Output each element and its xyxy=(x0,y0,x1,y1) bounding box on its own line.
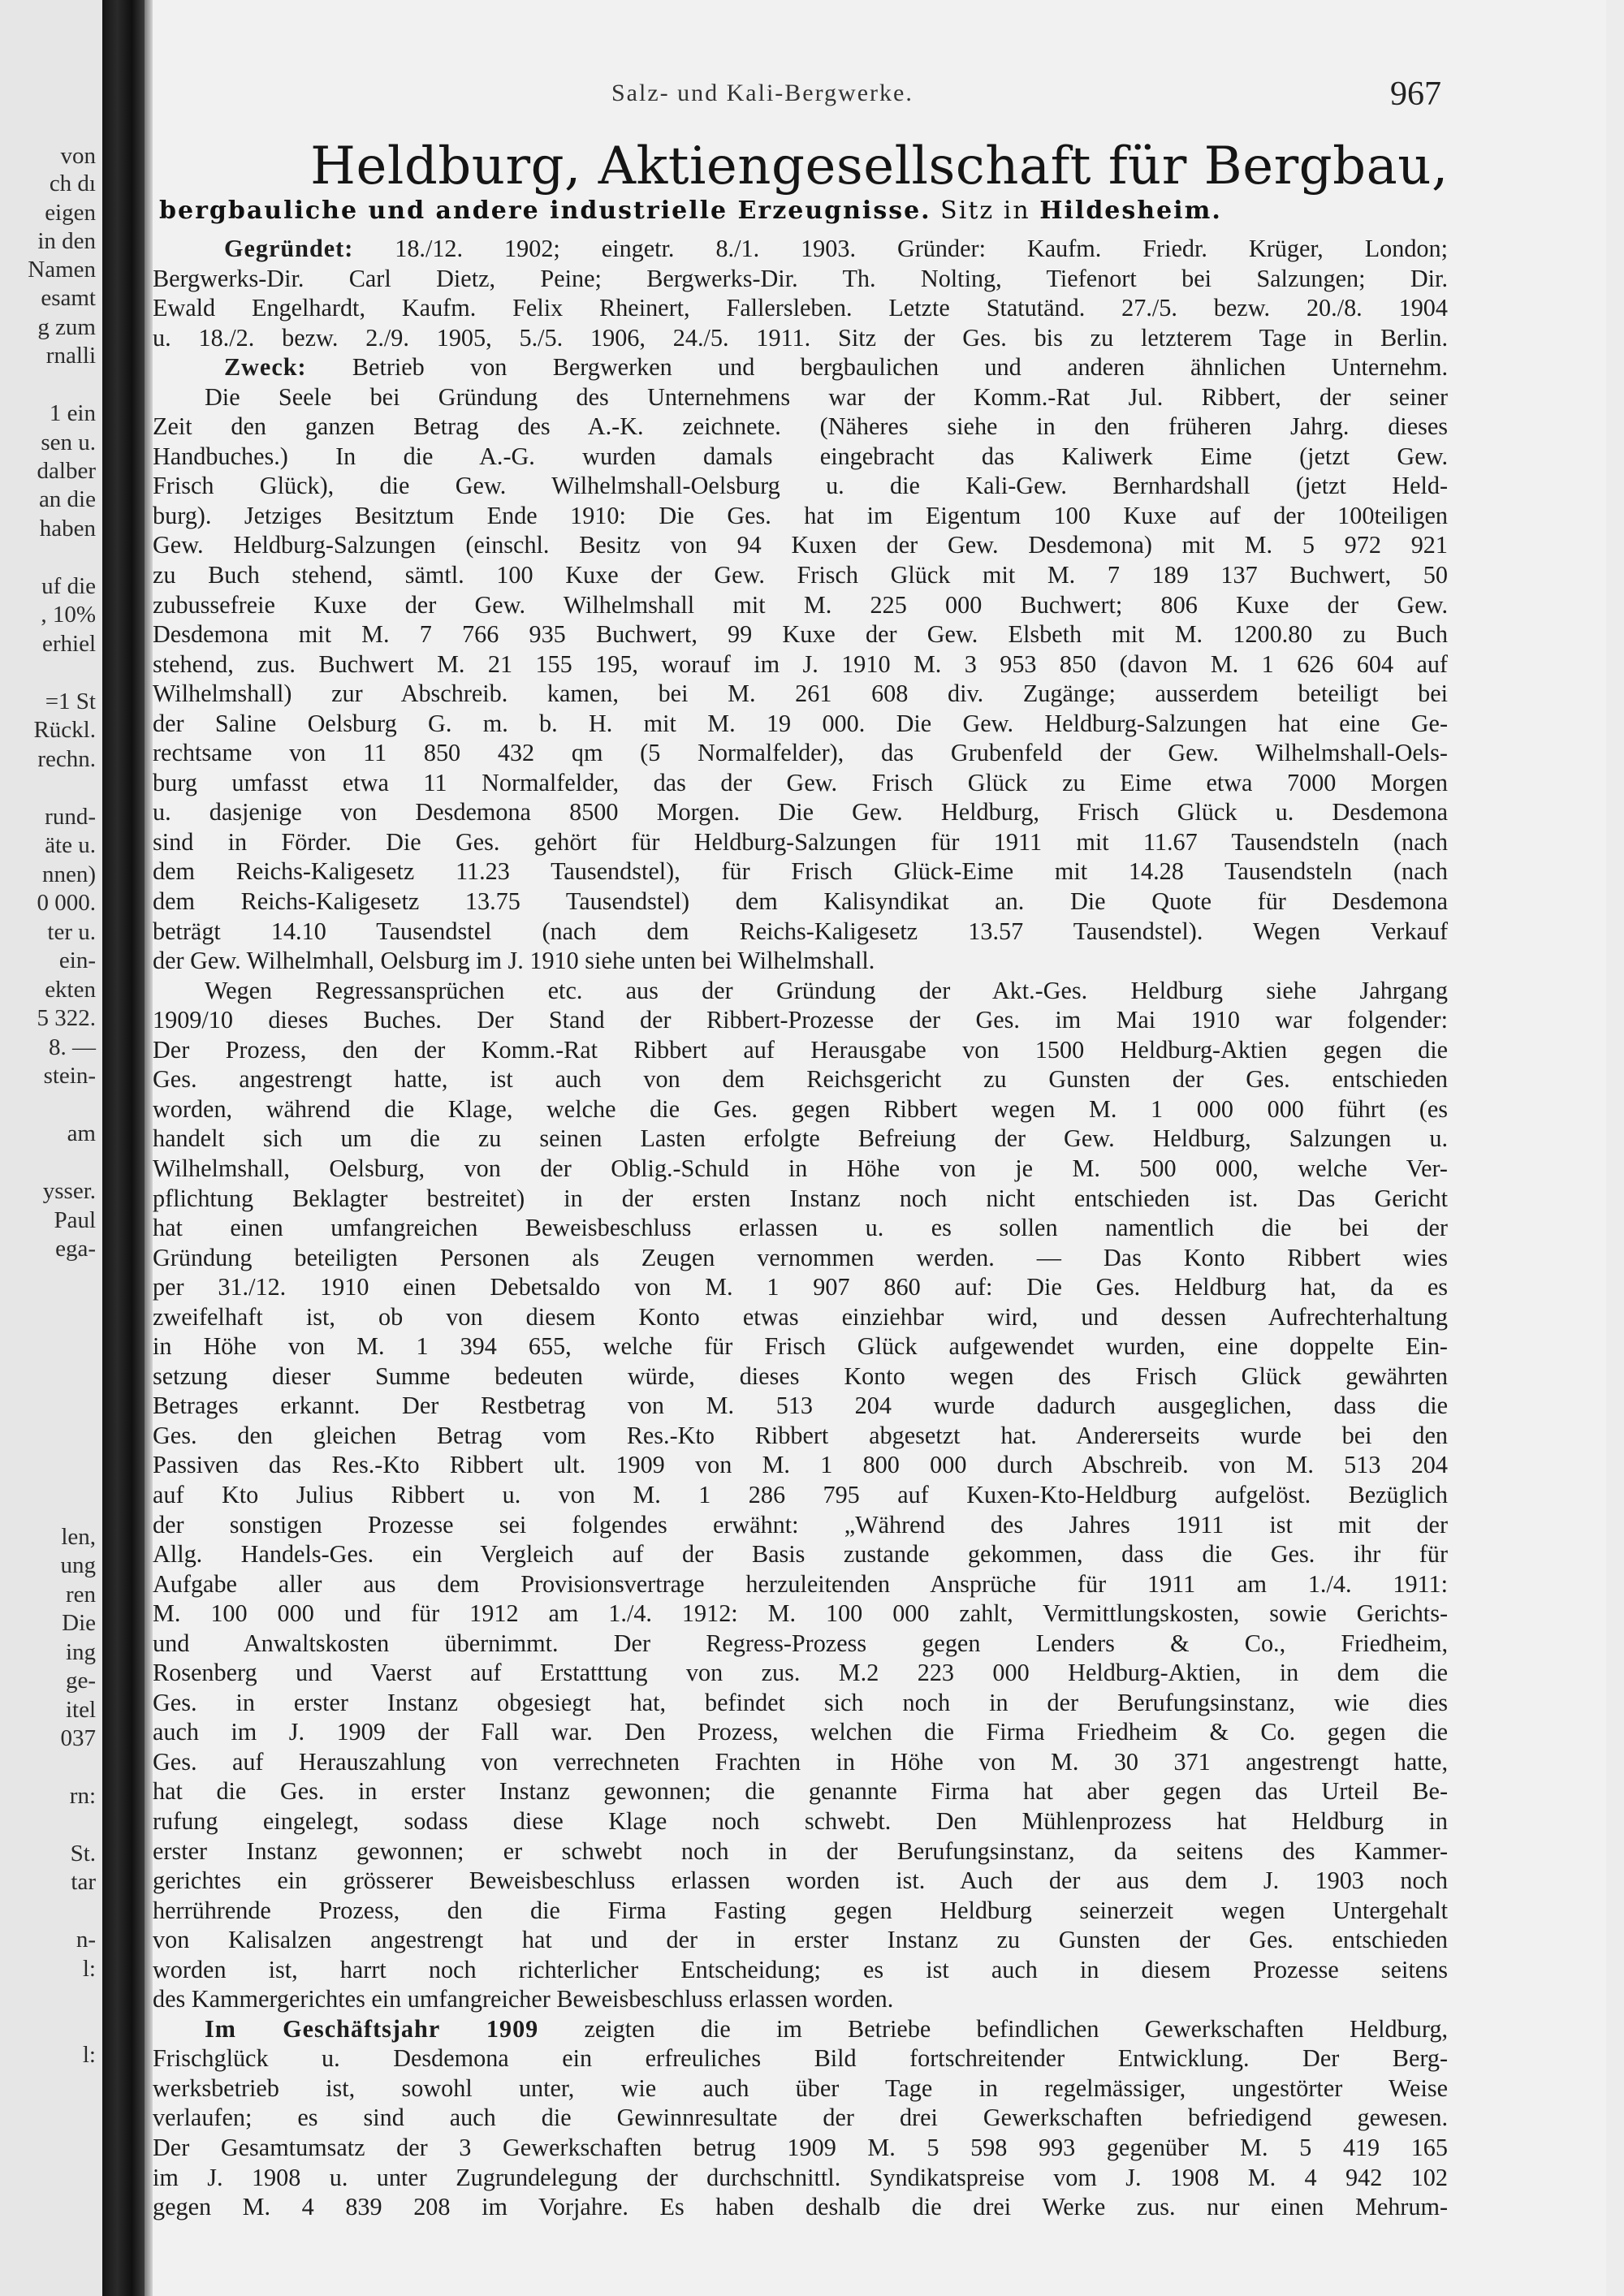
line-text: in Höhe von M. 1 394 655, welche für Frisch Glück aufgewendet wurden, eine doppelte Ein- xyxy=(153,1332,1448,1361)
text-line xyxy=(153,2103,1448,2133)
line-text: Die Seele bei Gründung des Unternehmens war der Komm.-Rat Jul. Ribbert, der seiner xyxy=(205,382,1448,411)
left-page-fragment: ein- xyxy=(58,947,96,973)
left-page-fragment: uf die xyxy=(41,573,96,599)
line-text: zu Buch stehend, sämtl. 100 Kuxe der Gew. Frisch Glück mit M. 7 189 137 Buchwert, 50 xyxy=(153,561,1448,589)
left-page-fragment: Paul xyxy=(54,1207,96,1233)
line-text: gerichtes ein grösserer Beweisbeschluss erlassen worden ist. Auch der aus dem J. 1903 noch xyxy=(153,1867,1448,1895)
line-text: Ges. den gleichen Betrag vom Res.-Kto Ribbert abgesetzt hat. Andererseits wurde bei den xyxy=(153,1421,1448,1449)
left-page-fragment: g zum xyxy=(37,314,96,340)
page-number: 967 xyxy=(1390,76,1441,113)
line-text: Gründung beteiligten Personen als Zeugen vernommen werden. — Das Konto Ribbert wies xyxy=(153,1243,1448,1271)
text-line xyxy=(153,1984,1448,2014)
text-line xyxy=(153,709,1448,739)
text-line xyxy=(153,1124,1448,1154)
line-text: Ges. auf Herauszahlung von verrechneten Frachten in Höhe von M. 30 371 angestrengt hatte, xyxy=(153,1747,1448,1776)
text-line xyxy=(153,1302,1448,1332)
line-text: Wegen Regressansprüchen etc. aus der Gründung der Akt.-Ges. Heldburg siehe Jahrgang xyxy=(205,976,1448,1004)
left-page-fragment: , 10% xyxy=(41,602,96,628)
text-line xyxy=(153,1510,1448,1540)
text-line xyxy=(153,1599,1448,1629)
left-page-fragment: 8. — xyxy=(49,1034,96,1060)
line-text: und Anwaltskosten übernimmt. Der Regress-Prozess gegen Lenders & Co., Friedheim, xyxy=(153,1629,1448,1657)
line-text: des Kammergerichtes ein umfangreicher Beweisbeschluss erlassen worden. xyxy=(153,1985,894,2013)
section-label: Zweck: xyxy=(224,353,307,382)
left-page-fragment: tar xyxy=(71,1869,96,1895)
line-text: auch im J. 1909 der Fall war. Den Prozess, welchen die Firma Friedheim & Co. gegen die xyxy=(153,1718,1448,1746)
line-text: handelt sich um die zu seinen Lasten erfolgte Befreiung der Gew. Heldburg, Salzungen u. xyxy=(153,1124,1448,1153)
text-line xyxy=(153,1213,1448,1243)
text-line xyxy=(153,352,1448,382)
text-line xyxy=(153,2192,1448,2222)
text-line xyxy=(153,2014,1448,2044)
text-line xyxy=(153,1955,1448,1985)
line-text: werksbetrieb ist, sowohl unter, wie auch über Tage in regelmässiger, ungestörter Weise xyxy=(153,2074,1448,2102)
line-text: rufung eingelegt, sodass diese Klage noch schwebt. Den Mühlenprozess hat Heldburg in xyxy=(153,1806,1448,1835)
text-line xyxy=(153,1331,1448,1362)
line-text: der sonstigen Prozesse sei folgendes erwähnt: „Während des Jahres 1911 ist mit der xyxy=(153,1510,1448,1539)
line-text: Ges. in erster Instanz obgesiegt hat, befindet sich noch in der Berufungsinstanz, wie dies xyxy=(153,1688,1448,1716)
left-page-fragment: dalber xyxy=(37,458,96,484)
text-line xyxy=(153,382,1448,412)
line-text: Gew. Heldburg-Salzungen (einschl. Besitz von 94 Kuxen der Gew. Desdemona) mit M. 5 972 921 xyxy=(153,531,1448,559)
line-text: Wilhelmshall) zur Abschreib. kamen, bei M. 261 608 div. Zugänge; ausserdem beteiligt bei xyxy=(153,680,1448,708)
left-page-fragment: ge- xyxy=(65,1668,96,1694)
left-page-fragment: ing xyxy=(65,1639,96,1665)
line-text: Handbuches.) In die A.-G. wurden damals eingebracht das Kaliwerk Eime (jetzt Gew. xyxy=(153,442,1448,470)
left-page-fragment: itel xyxy=(65,1697,96,1723)
left-page-fragment: haben xyxy=(39,516,96,542)
text-line xyxy=(153,501,1448,531)
line-text: u. 18./2. bezw. 2./9. 1905, 5./5. 1906, 24./5. 1911. Sitz der Ges. bis zu letzterem Tage in Berlin. xyxy=(153,323,1448,352)
left-page-fragment: =1 St xyxy=(45,688,96,714)
left-page-fragment: len, xyxy=(61,1524,96,1550)
text-line xyxy=(153,1272,1448,1302)
line-text: Ewald Engelhardt, Kaufm. Felix Rheinert, Fallersleben. Letzte Statutänd. 27./5. bezw. 20./8. 1904 xyxy=(153,294,1448,322)
document-page xyxy=(153,0,1606,2296)
text-line xyxy=(153,1094,1448,1124)
line-text: zubussefreie Kuxe der Gew. Wilhelmshall mit M. 225 000 Buchwert; 806 Kuxe der Gew. xyxy=(153,590,1448,619)
text-line xyxy=(153,1896,1448,1926)
left-page-fragment: 0 000. xyxy=(37,890,96,916)
section-label: Im Geschäftsjahr 1909 xyxy=(205,2014,539,2043)
running-head: Salz- und Kali-Bergwerke. xyxy=(611,80,914,106)
line-text: Frisch Glück), die Gew. Wilhelmshall-Oelsburg u. die Kali-Gew. Bernhardshall (jetzt Held- xyxy=(153,472,1448,500)
text-line xyxy=(153,1362,1448,1392)
subtitle-city: Hildesheim. xyxy=(1039,196,1222,225)
company-subtitle xyxy=(159,196,1458,225)
company-title: Heldburg, Aktiengesellschaft für Bergbau, xyxy=(310,136,1449,196)
text-line xyxy=(153,1480,1448,1510)
left-page-fragment: ekten xyxy=(45,977,96,1003)
left-page-fragment: ysser. xyxy=(42,1178,96,1204)
left-page-fragment: am xyxy=(67,1120,96,1146)
line-text: von Kalisalzen angestrengt hat und der in erster Instanz zu Gunsten der Ges. entschieden xyxy=(153,1926,1448,1954)
left-page-fragment: rechn. xyxy=(37,746,96,772)
left-page-fragment: rnalli xyxy=(45,343,96,369)
line-text: hat die Ges. in erster Instanz gewonnen; die genannte Firma hat aber gegen das Urteil Be- xyxy=(153,1777,1448,1806)
left-page-fragment: ter u. xyxy=(47,919,96,945)
previous-page-margin xyxy=(0,0,102,2296)
line-text: burg). Jetziges Besitztum Ende 1910: Die Ges. hat im Eigentum 100 Kuxe auf der 100teiligen xyxy=(153,501,1448,529)
text-line xyxy=(153,264,1448,294)
text-line xyxy=(153,1064,1448,1094)
line-text: stehend, zus. Buchwert M. 21 155 195, worauf im J. 1910 M. 3 953 850 (davon M. 1 626 604 auf xyxy=(153,650,1448,678)
line-text: gegen M. 4 839 208 im Vorjahre. Es haben deshalb die drei Werke zus. nur einen Mehrum- xyxy=(153,2193,1448,2221)
text-line xyxy=(153,887,1448,917)
left-page-fragment: an die xyxy=(38,486,96,512)
text-line xyxy=(153,590,1448,620)
line-text: worden ist, harrt noch richterlicher Entscheidung; es ist auch in diesem Prozesse seitens xyxy=(153,1955,1448,1983)
text-line xyxy=(153,797,1448,827)
text-line xyxy=(153,442,1448,472)
text-line xyxy=(153,1658,1448,1688)
text-line xyxy=(153,323,1448,353)
text-line xyxy=(153,650,1448,680)
line-text: im J. 1908 u. unter Zugrundelegung der durchschnittl. Syndikatspreise vom J. 1908 M. 4 942 102 xyxy=(153,2163,1448,2191)
section-label: Gegründet: xyxy=(224,235,354,262)
text-line xyxy=(153,679,1448,709)
line-text: Zeit den ganzen Betrag des A.-K. zeichnete. (Näheres siehe in den früheren Jahrg. dieses xyxy=(153,412,1448,441)
line-text: u. dasjenige von Desdemona 8500 Morgen. Die Gew. Heldburg, Frisch Glück u. Desdemona xyxy=(153,798,1448,826)
left-page-fragment: sen u. xyxy=(41,429,96,455)
line-text: der Gew. Wilhelmhall, Oelsburg im J. 1910 siehe unten bei Wilhelmshall. xyxy=(153,947,875,975)
line-text: worden, während die Klage, welche die Ges. gegen Ribbert wegen M. 1 000 000 führt (es xyxy=(153,1094,1448,1123)
left-page-fragment: stein- xyxy=(43,1063,96,1089)
left-page-fragment: Die xyxy=(62,1610,96,1636)
left-page-fragment: l: xyxy=(82,1956,96,1982)
text-line xyxy=(153,1005,1448,1035)
line-text: M. 100 000 und für 1912 am 1./4. 1912: M. 100 000 zahlt, Vermittlungskosten, sowie Gerichts- xyxy=(153,1599,1448,1628)
left-page-fragment: Rückl. xyxy=(33,717,96,743)
text-line xyxy=(153,1925,1448,1955)
text-line xyxy=(153,768,1448,798)
left-page-fragment: äte u. xyxy=(45,832,96,858)
line-text: Bergwerks-Dir. Carl Dietz, Peine; Bergwerks-Dir. Th. Nolting, Tiefenort bei Salzungen; Dir. xyxy=(153,264,1448,292)
line-text: Betrages erkannt. Der Restbetrag von M. 513 204 wurde dadurch ausgeglichen, dass die xyxy=(153,1392,1448,1420)
left-page-fragment: ch dı xyxy=(49,170,96,196)
text-line xyxy=(153,1421,1448,1451)
left-page-fragment: St. xyxy=(70,1841,96,1867)
text-line xyxy=(153,1836,1448,1867)
line-text: hat einen umfangreichen Beweisbeschluss erlassen u. es sollen namentlich die bei der xyxy=(153,1214,1448,1242)
text-line xyxy=(153,234,1448,264)
line-text: Der Prozess, den der Komm.-Rat Ribbert auf Herausgabe von 1500 Heldburg-Aktien gegen die xyxy=(153,1035,1448,1064)
left-page-fragment: nnen) xyxy=(41,861,96,887)
text-line xyxy=(153,738,1448,768)
text-line xyxy=(153,1391,1448,1421)
line-text: dem Reichs-Kaligesetz 11.23 Tausendstel), für Frisch Glück-Eime mit 14.28 Tausendsteln (nach xyxy=(153,857,1448,886)
line-text: Betrieb von Bergwerken und bergbaulichen und anderen ähnlichen Unternehm. xyxy=(306,353,1448,382)
text-line xyxy=(153,857,1448,887)
text-line xyxy=(153,1035,1448,1065)
left-page-fragment: Namen xyxy=(28,257,96,283)
left-page-fragment: erhiel xyxy=(41,631,96,657)
line-text: rechtsame von 11 850 432 qm (5 Normalfelder), das Grubenfeld der Gew. Wilhelmshall-Oels- xyxy=(153,739,1448,767)
text-line xyxy=(153,1717,1448,1747)
text-line xyxy=(153,946,1448,976)
left-page-fragment: n- xyxy=(76,1927,96,1953)
left-page-fragment: rund- xyxy=(45,804,96,830)
left-page-fragment: esamt xyxy=(41,285,96,311)
article-body xyxy=(153,234,1448,2222)
text-line xyxy=(153,1806,1448,1836)
line-text: burg umfasst etwa 11 Normalfelder, das der Gew. Frisch Glück zu Eime etwa 7000 Morgen xyxy=(153,768,1448,796)
line-text: Der Gesamtumsatz der 3 Gewerkschaften betrug 1909 M. 5 598 993 gegenüber M. 5 419 165 xyxy=(153,2134,1448,2161)
line-text: setzung dieser Summe bedeuten würde, dieses Konto wegen des Frisch Glück gewährten xyxy=(153,1362,1448,1390)
left-page-fragment: in den xyxy=(37,228,96,254)
left-page-fragment: rn: xyxy=(69,1783,96,1809)
text-line xyxy=(153,827,1448,857)
line-text: zeigten die im Betriebe befindlichen Gewerkschaften Heldburg, xyxy=(538,2014,1448,2043)
line-text: dem Reichs-Kaligesetz 13.75 Tausendstel) dem Kalisyndikat an. Die Quote für Desdemona xyxy=(153,887,1448,916)
line-text: Rosenberg und Vaerst auf Erstatttung von zus. M.2 223 000 Heldburg-Aktien, in dem die xyxy=(153,1659,1448,1687)
left-page-fragment: l: xyxy=(82,2042,96,2068)
text-line xyxy=(153,2044,1448,2074)
text-line xyxy=(153,1688,1448,1718)
line-text: pflichtung Beklagter bestreitet) in der ersten Instanz noch nicht entschieden ist. Das Gericht xyxy=(153,1184,1448,1212)
text-line xyxy=(153,1569,1448,1599)
text-line xyxy=(153,530,1448,560)
line-text: erster Instanz gewonnen; er schwebt noch in der Berufungsinstanz, da seitens des Kammer- xyxy=(153,1836,1448,1865)
text-line xyxy=(153,1747,1448,1777)
left-page-fragment: 1 ein xyxy=(49,400,96,426)
left-page-fragment: 037 xyxy=(60,1725,96,1751)
text-line xyxy=(153,1866,1448,1896)
line-text: sind in Förder. Die Ges. gehört für Heldburg-Salzungen für 1911 mit 11.67 Tausendsteln (nach xyxy=(153,827,1448,856)
line-text: Passiven das Res.-Kto Ribbert ult. 1909 von M. 1 800 000 durch Abschreib. von M. 513 204 xyxy=(153,1451,1448,1479)
text-line xyxy=(153,1243,1448,1273)
line-text: per 31./12. 1910 einen Debetsaldo von M. 1 907 860 auf: Die Ges. Heldburg hat, da es xyxy=(153,1273,1448,1301)
line-text: herrührende Prozess, den die Firma Fasting gegen Heldburg seinerzeit wegen Untergehalt xyxy=(153,1896,1448,1924)
line-text: Aufgabe aller aus dem Provisionsvertrage herzuleitenden Ansprüche für 1911 am 1./4. 1911: xyxy=(153,1569,1448,1598)
text-line xyxy=(153,2074,1448,2104)
subtitle-seat-label: Sitz in xyxy=(931,196,1040,225)
text-line xyxy=(153,1629,1448,1659)
text-line xyxy=(153,1776,1448,1806)
text-line xyxy=(153,619,1448,650)
line-text: Allg. Handels-Ges. ein Vergleich auf der Basis zustande gekommen, dass die Ges. ihr für xyxy=(153,1540,1448,1569)
line-text: der Saline Oelsburg G. m. b. H. mit M. 19 000. Die Gew. Heldburg-Salzungen hat eine Ge- xyxy=(153,709,1448,737)
line-text: 1909/10 dieses Buches. Der Stand der Ribbert-Prozesse der Ges. im Mai 1910 war folgender: xyxy=(153,1006,1448,1034)
book-binding-gutter xyxy=(102,0,145,2296)
line-text: Frischglück u. Desdemona ein erfreuliches Bild fortschreitender Entwicklung. Der Berg- xyxy=(153,2044,1448,2073)
text-line xyxy=(153,1539,1448,1569)
left-page-fragment: ega- xyxy=(55,1236,96,1262)
text-line xyxy=(153,917,1448,947)
text-line xyxy=(153,412,1448,442)
text-line xyxy=(153,1450,1448,1480)
line-text: 18./12. 1902; eingetr. 8./1. 1903. Gründer: Kaufm. Friedr. Krüger, London; xyxy=(353,235,1448,262)
line-text: Ges. angestrengt hatte, ist auch von dem Reichsgericht zu Gunsten der Ges. entschieden xyxy=(153,1065,1448,1094)
text-line xyxy=(153,560,1448,590)
line-text: beträgt 14.10 Tausendstel (nach dem Reichs-Kaligesetz 13.57 Tausendstel). Wegen Verkauf xyxy=(153,917,1448,945)
line-text: auf Kto Julius Ribbert u. von M. 1 286 795 auf Kuxen-Kto-Heldburg aufgelöst. Bezüglich xyxy=(153,1480,1448,1508)
text-line xyxy=(153,471,1448,501)
page-edge xyxy=(145,0,153,2296)
line-text: Wilhelmshall, Oelsburg, von der Oblig.-Schuld in Höhe von je M. 500 000, welche Ver- xyxy=(153,1154,1448,1182)
left-page-fragment: ren xyxy=(65,1582,96,1608)
text-line xyxy=(153,1154,1448,1184)
left-page-fragment: von xyxy=(60,143,96,169)
text-line xyxy=(153,293,1448,323)
left-page-fragment: eigen xyxy=(45,200,96,226)
text-line xyxy=(153,2163,1448,2193)
text-line xyxy=(153,976,1448,1006)
line-text: zweifelhaft ist, ob von diesem Konto etwas einziehbar wird, und dessen Aufrechterhaltung xyxy=(153,1302,1448,1331)
subtitle-business: bergbauliche und andere industrielle Erzeugnisse. xyxy=(159,196,931,225)
text-line xyxy=(153,1184,1448,1214)
text-line xyxy=(153,2133,1448,2163)
left-page-fragment: ung xyxy=(60,1552,96,1578)
line-text: Desdemona mit M. 7 766 935 Buchwert, 99 Kuxe der Gew. Elsbeth mit M. 1200.80 zu Buch xyxy=(153,620,1448,649)
left-page-fragment: 5 322. xyxy=(37,1005,96,1031)
line-text: verlaufen; es sind auch die Gewinnresultate der drei Gewerkschaften befriedigend gewesen. xyxy=(153,2104,1448,2132)
